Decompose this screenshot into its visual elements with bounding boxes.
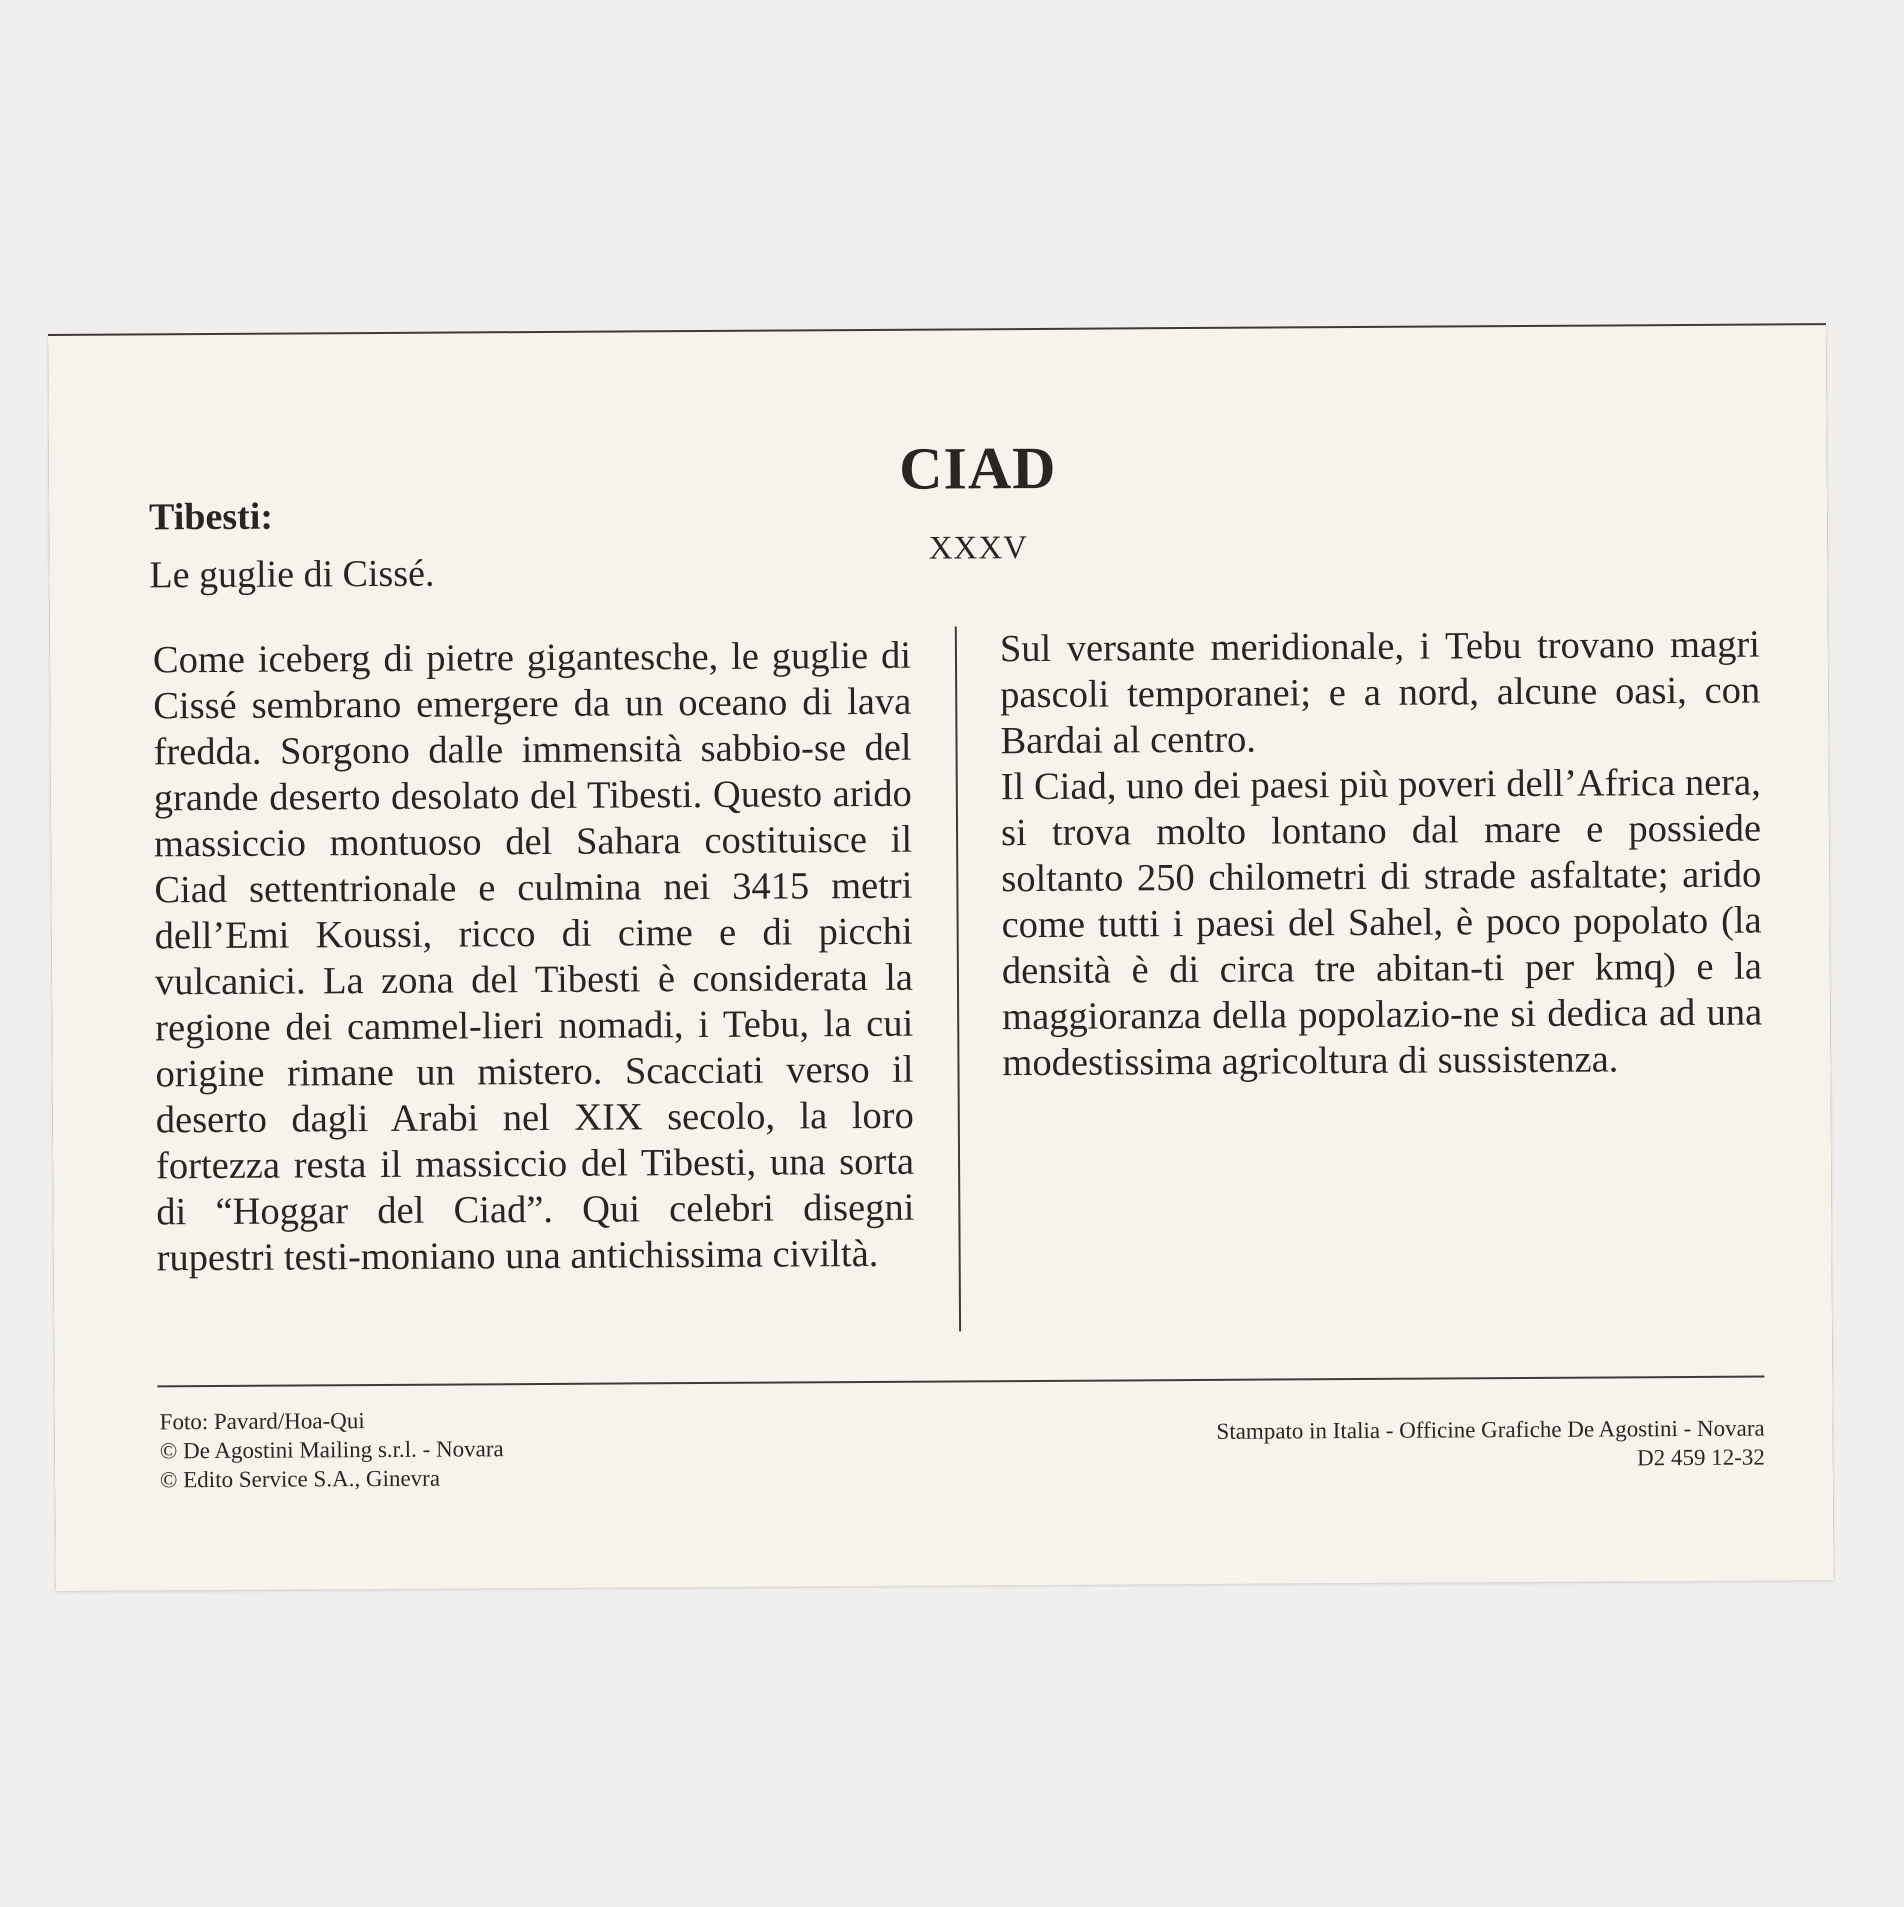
right-paragraph-1: Sul versante meridionale, i Tebu trovano magri pascoli temporanei; e a nord, alcune oasi, con Bardai al centro. bbox=[999, 623, 1761, 763]
left-paragraph: Come iceberg di pietre gigantesche, le guglie di Cissé sembrano emergere da un oceano di lava fredda. Sorgono dalle immensità sabbio-se del grande deserto desolato del Tibesti. Questo arido massiccio montuoso del Sahara costituisce il Ciad settentrionale e culmina nei 3415 metri dell’Emi Koussi, ricco di cime e di picchi vulcanici. La zona del Tibesti è considerata la regione dei cammel-lieri nomadi, i Tebu, la cui origine rimane un mistero. Scacciati verso il deserto dagli Arabi nel XIX secolo, la loro fortezza resta il massiccio del Tibesti, una sorta di “Hoggar del Ciad”. Qui celebri disegni rupestri testi-moniano una antichissima civiltà. bbox=[152, 634, 915, 1280]
printer-block bbox=[1216, 1414, 1765, 1475]
card-title: CIAD bbox=[898, 434, 1057, 502]
column-divider bbox=[955, 626, 961, 1331]
left-column-text bbox=[153, 633, 915, 1282]
credits-block bbox=[160, 1405, 504, 1494]
right-paragraph-2: Il Ciad, uno dei paesi più poveri dell’Africa nera, si trova molto lontano dal mare e possiede soltanto 250 chilometri di strade asfaltate; arido come tutti i paesi del Sahel, è poco popolato (la densità è di circa tre abitan-ti per kmq) e la maggioranza della popolazio-ne si dedica ad una modestissima agricoltura di sussistenza. bbox=[1000, 761, 1763, 1085]
product-code: D2 459 12-32 bbox=[1637, 1444, 1765, 1471]
photo-credit: Foto: Pavard/Hoa-Qui bbox=[159, 1408, 365, 1435]
printer-line: Stampato in Italia - Officine Grafiche De Agostini - Novara bbox=[1216, 1415, 1765, 1444]
location-heading: Tibesti: bbox=[148, 495, 274, 539]
postcard-back bbox=[48, 325, 1834, 1591]
right-column-text bbox=[1000, 622, 1763, 1087]
copyright-line-2: © Edito Service S.A., Ginevra bbox=[159, 1465, 441, 1493]
footer-divider bbox=[157, 1376, 1764, 1388]
copyright-line-1: © De Agostini Mailing s.r.l. - Novara bbox=[159, 1436, 504, 1464]
card-number: XXXV bbox=[928, 530, 1029, 567]
photo-caption: Le guglie di Cissé. bbox=[149, 552, 435, 597]
